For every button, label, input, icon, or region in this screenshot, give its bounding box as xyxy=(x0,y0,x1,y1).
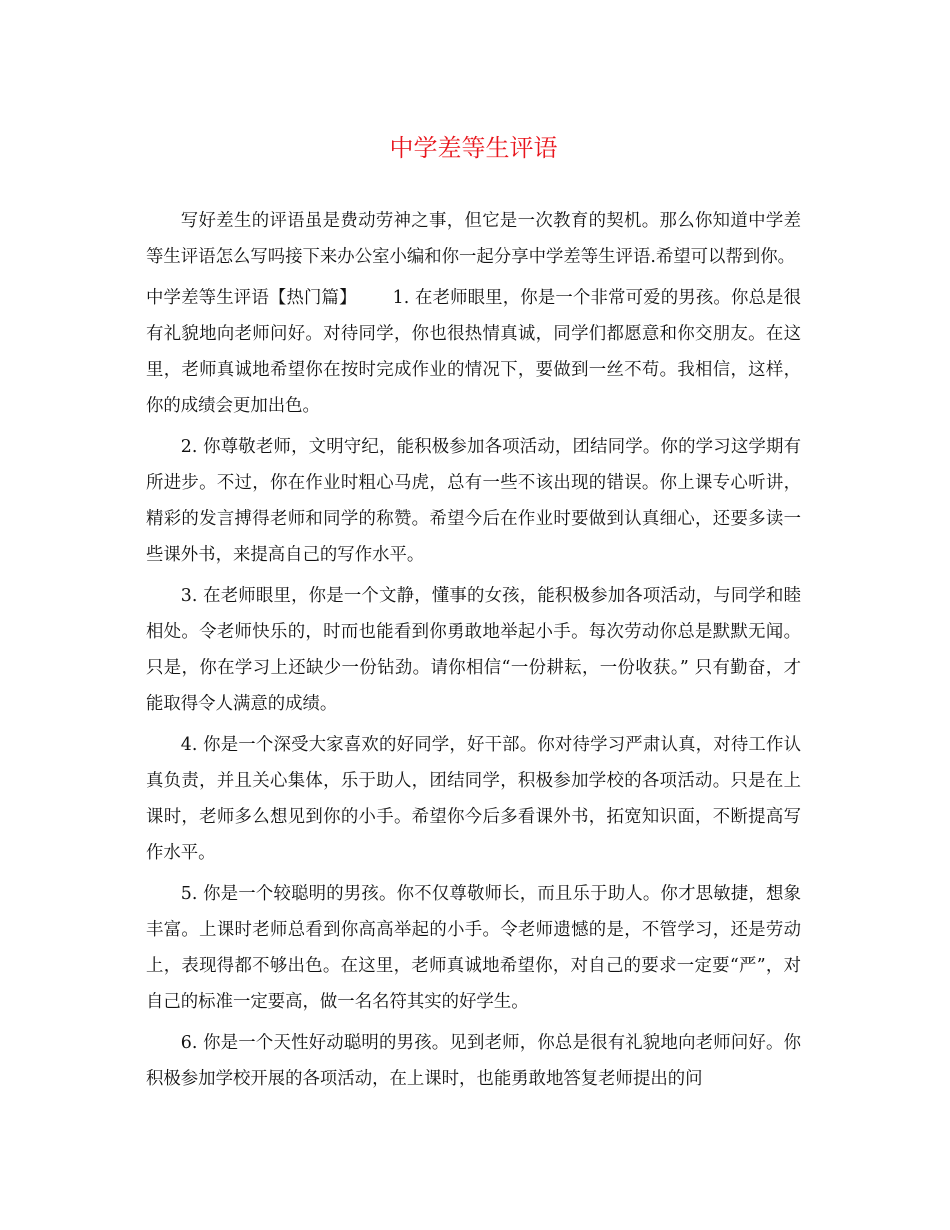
comment-paragraph-6: 6. 你是一个天性好动聪明的男孩。见到老师，你总是很有礼貌地向老师问好。你积极参加学校开展的各项活动，在上课时，也能勇敢地答复老师提出的问 xyxy=(146,1033,801,1089)
document-body xyxy=(146,203,801,1102)
comment-text-1: 1. 在老师眼里，你是一个非常可爱的男孩。你总是很有礼貌地向老师问好。对待同学，你也很热情真诚，同学们都愿意和你交朋友。在这里，老师真诚地希望你在按时完成作业的情况下，要做到一丝不苟。我相信，这样，你的成绩会更加出色。 xyxy=(146,288,801,416)
comment-paragraph-1 xyxy=(146,280,801,424)
comment-paragraph-3: 3. 在老师眼里，你是一个文静，懂事的女孩，能积极参加各项活动，与同学和睦相处。令老师快乐的，时而也能看到你勇敢地举起小手。每次劳动你总是默默无闻。只是，你在学习上还缺少一份钻劲。请你相信“一份耕耘，一份收获。” 只有勤奋，才能取得令人满意的成绩。 xyxy=(146,586,801,714)
intro-paragraph: 写好差生的评语虽是费动劳神之事，但它是一次教育的契机。那么你知道中学差等生评语怎么写吗接下来办公室小编和你一起分享中学差等生评语.希望可以帮到你。 xyxy=(146,211,801,267)
document-title: 中学差等生评语 xyxy=(389,134,558,162)
comment-paragraph-5: 5. 你是一个较聪明的男孩。你不仅尊敬师长，而且乐于助人。你才思敏捷，想象丰富。上课时老师总看到你高高举起的小手。令老师遗憾的是，不管学习，还是劳动上，表现得都不够出色。在这里，老师真诚地希望你，对自己的要求一定要“严”，对自己的标准一定要高，做一名名符其实的好学生。 xyxy=(146,884,801,1012)
section-heading: 中学差等生评语【热门篇】 xyxy=(146,288,357,308)
comment-paragraph-2: 2. 你尊敬老师，文明守纪，能积极参加各项活动，团结同学。你的学习这学期有所进步。不过，你在作业时粗心马虎，总有一些不该出现的错误。你上课专心听讲，精彩的发言搏得老师和同学的称赞。希望今后在作业时要做到认真细心，还要多读一些课外书，来提高自己的写作水平。 xyxy=(146,437,801,565)
comment-paragraph-4: 4. 你是一个深受大家喜欢的好同学，好干部。你对待学习严肃认真，对待工作认真负责，并且关心集体，乐于助人，团结同学，积极参加学校的各项活动。只是在上课时，老师多么想见到你的小手。希望你今后多看课外书，拓宽知识面，不断提高写作水平。 xyxy=(146,735,801,863)
